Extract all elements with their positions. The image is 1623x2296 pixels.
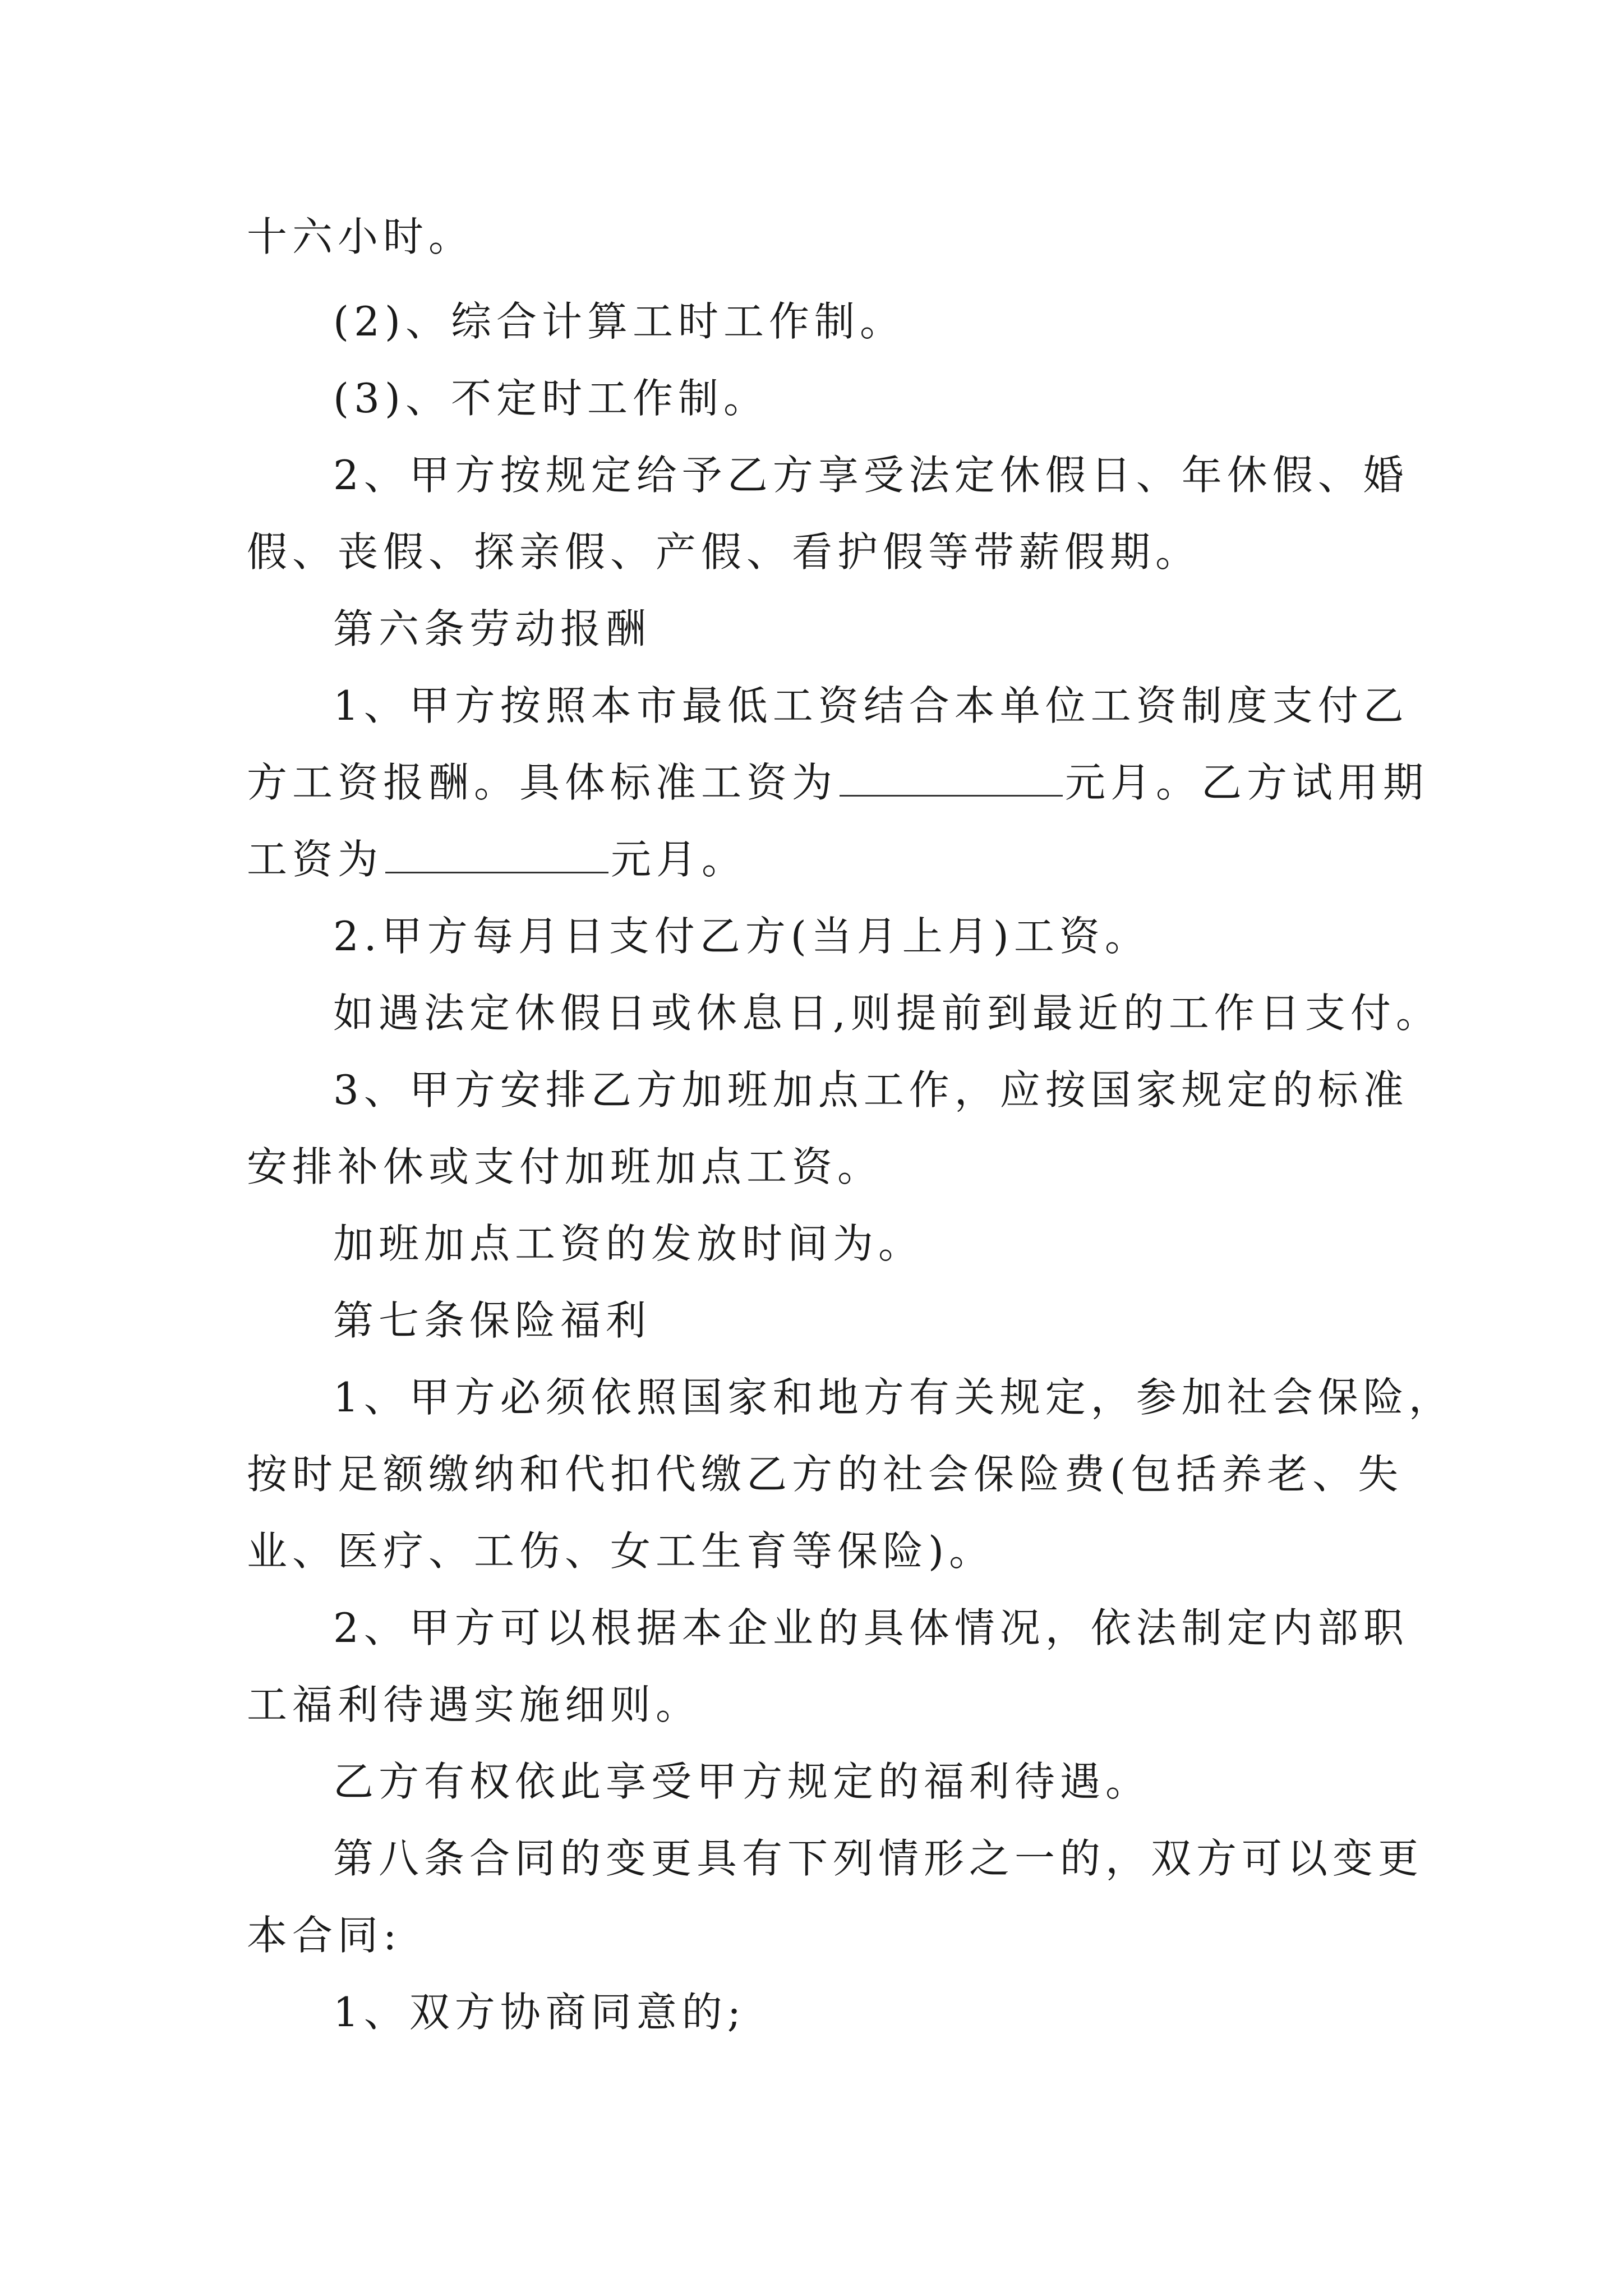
text-line: 2、甲方按规定给予乙方享受法定休假日、年休假、婚 (333, 452, 1409, 499)
text-line: 加班加点工资的发放时间为。 (333, 1220, 924, 1267)
text-line (247, 754, 1428, 811)
text-line: 乙方有权依此享受甲方规定的福利待遇。 (333, 1758, 1151, 1805)
text-line: 1、双方协商同意的; (333, 1989, 746, 2036)
fill-in-blank (840, 761, 1063, 797)
text-line: 安排补休或支付加班加点工资。 (247, 1143, 883, 1190)
section-heading: 第八条合同的变更具有下列情形之一的，双方可以变更 (333, 1835, 1424, 1882)
text-line: 2.甲方每月日支付乙方(当月上月)工资。 (333, 913, 1150, 960)
text-segment: 元月。 (611, 836, 748, 883)
text-line: (3)、不定时工作制。 (333, 375, 769, 422)
text-segment: 方工资报酬。具体标准工资为 (247, 759, 838, 806)
text-line: 十六小时。 (247, 213, 474, 260)
text-line: 2、甲方可以根据本企业的具体情况，依法制定内部职 (333, 1604, 1409, 1651)
text-line: 工福利待遇实施细则。 (247, 1681, 702, 1728)
text-line (247, 831, 747, 887)
text-line: 3、甲方安排乙方加班加点工作，应按国家规定的标准 (333, 1066, 1409, 1114)
text-line: 假、丧假、探亲假、产假、看护假等带薪假期。 (247, 528, 1201, 576)
fill-in-blank (385, 838, 608, 873)
section-heading: 第六条劳动报酬 (333, 605, 652, 652)
text-line: 业、医疗、工伤、女工生育等保险)。 (247, 1527, 995, 1575)
text-line: 如遇法定休假日或休息日,则提前到最近的工作日支付。 (333, 990, 1441, 1037)
text-line: 1、甲方必须依照国家和地方有关规定，参加社会保险， (333, 1374, 1454, 1421)
text-segment: 工资为 (247, 836, 384, 883)
text-line: 本合同: (247, 1912, 402, 1959)
text-line: 按时足额缴纳和代扣代缴乙方的社会保险费(包括养老、失 (247, 1451, 1404, 1498)
section-heading: 第七条保险福利 (333, 1297, 652, 1344)
text-line: (2)、综合计算工时工作制。 (333, 298, 905, 345)
text-line: 1、甲方按照本市最低工资结合本单位工资制度支付乙 (333, 682, 1409, 729)
text-segment: 元月。乙方试用期 (1065, 759, 1429, 806)
